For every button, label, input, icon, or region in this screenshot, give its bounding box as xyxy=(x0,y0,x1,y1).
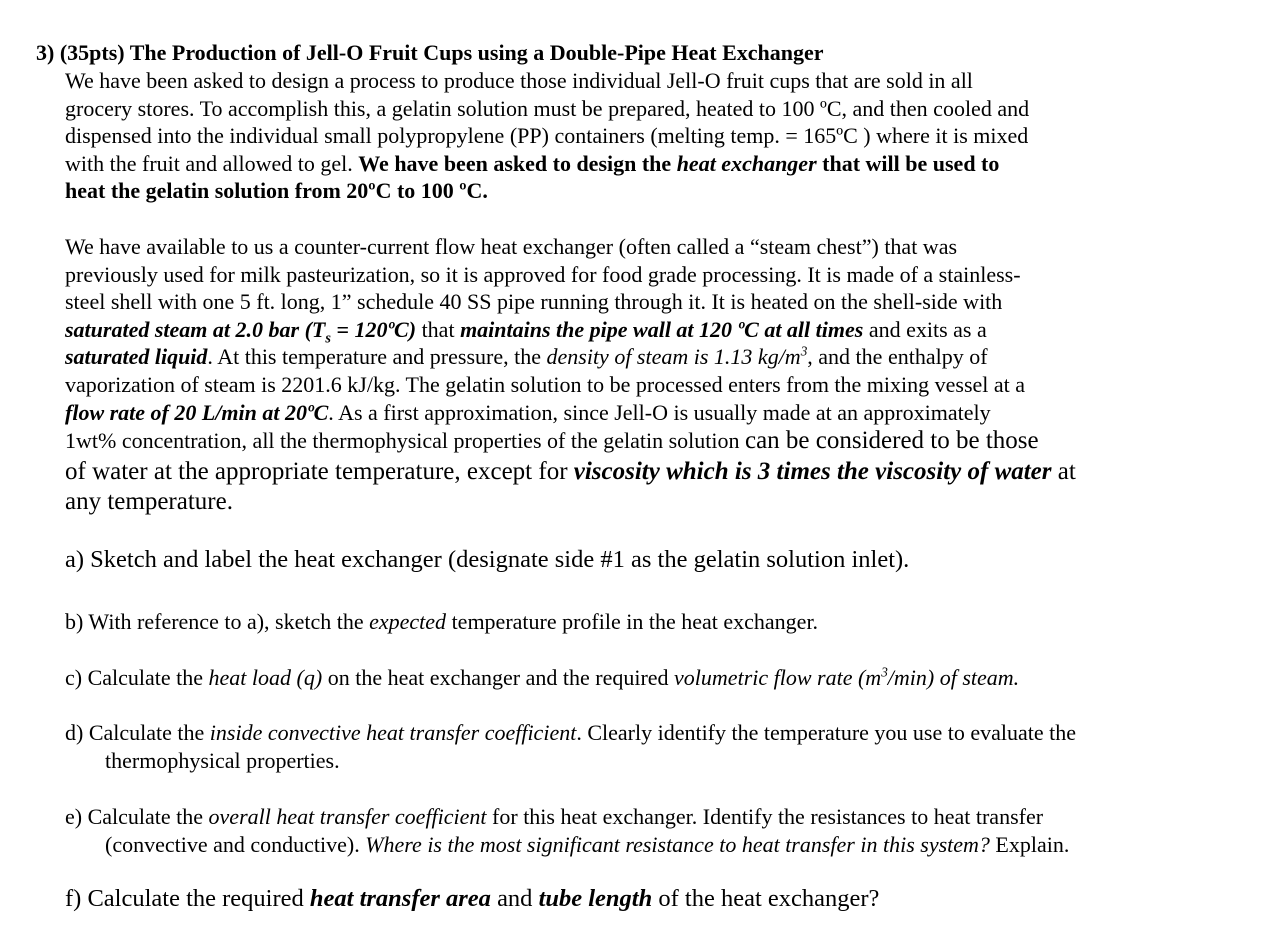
equipment-line-2: previously used for milk pasteurization, so it is approved for food grade processing. It is made of a stainless- xyxy=(65,261,1021,287)
problem-title: 3) (35pts) The Production of Jell-O Fruit Cups using a Double-Pipe Heat Exchanger xyxy=(36,40,824,65)
question-d: d) Calculate the inside convective heat transfer coefficient. Clearly identify the temperature you use to evaluate the thermophysical properties. xyxy=(65,720,1077,773)
equipment-line-1: We have available to us a counter-current flow heat exchanger (often called a “steam chest”) that was xyxy=(65,234,958,259)
question-f: f) Calculate the required heat transfer area and tube length of the heat exchanger? xyxy=(65,885,880,912)
question-c: c) Calculate the heat load (q) on the heat exchanger and the required volumetric flow rate $(m^3/\min)$ of steam. xyxy=(65,664,1020,690)
equipment-line-9: of water at the appropriate temperature, except for viscosity which is 3 times the viscosity of water at xyxy=(65,457,1076,485)
equipment-line-3: steel shell with one 5 ft. long, 1” schedule 40 SS pipe running through it. It is heated on the shell-side with xyxy=(65,289,1003,315)
question-b: b) With reference to a), sketch the expected temperature profile in the heat exchanger. xyxy=(65,609,819,634)
question-e: e) Calculate the overall heat transfer coefficient for this heat exchanger. Identify the resistances to heat transfer (convective and conductive). Where is the most significant resistance to heat transfer in this system? Explain. xyxy=(65,804,1070,857)
intro-line-4: with the fruit and allowed to gel. We have been asked to design the heat exchanger that will be used to xyxy=(65,150,1000,176)
question-a: a) Sketch and label the heat exchanger (designate side #1 as the gelatin solution inlet). xyxy=(65,546,910,573)
intro-line-3: dispensed into the individual small polypropylene (PP) containers (melting temp. = 165ºC ) where it is mixed xyxy=(65,123,1029,149)
equipment-line-4: saturated steam at 2.0 bar ($T_s$ = 120ºC) that maintains the pipe wall at 120 ºC at all times and exits as a xyxy=(65,316,987,347)
equipment-line-7: flow rate of 20 L/min at 20ºC. As a first approximation, since Jell-O is usually made at an approximately xyxy=(65,399,991,425)
intro-line-2: grocery stores. To accomplish this, a gelatin solution must be prepared, heated to 100 ºC, and then cooled and xyxy=(65,95,1030,121)
equipment-line-10: any temperature. xyxy=(65,488,233,516)
intro-line-5: heat the gelatin solution from 20ºC to 100 ºC. xyxy=(65,178,488,204)
equipment-line-5: saturated liquid. At this temperature and pressure, the density of steam is 1.13 $kg/m^3$, and the enthalpy of xyxy=(65,344,988,370)
intro-line-1: We have been asked to design a process to produce those individual Jell-O fruit cups that are sold in all xyxy=(65,68,973,93)
intro-paragraph xyxy=(65,67,1029,205)
equipment-line-8: 1wt% concentration, all the thermophysical properties of the gelatin solution can be considered to be those xyxy=(65,427,1039,455)
equipment-line-6: vaporization of steam is 2201.6 kJ/kg. The gelatin solution to be processed enters from the mixing vessel at a xyxy=(65,371,1026,397)
equipment-paragraph xyxy=(65,233,1076,518)
